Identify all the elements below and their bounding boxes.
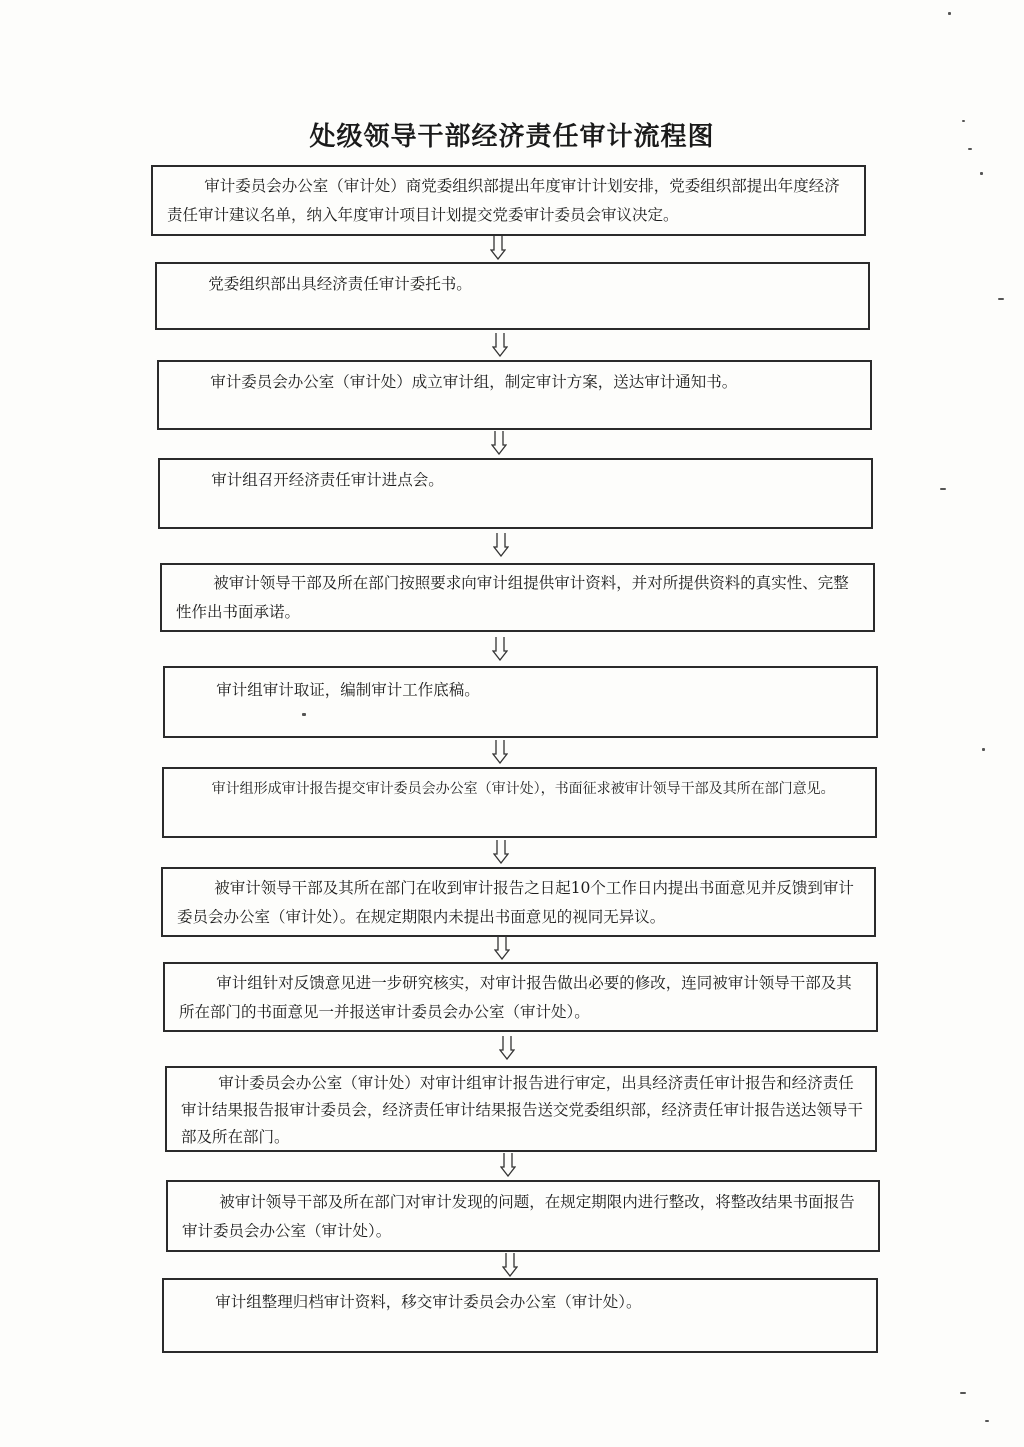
scan-speck bbox=[962, 120, 965, 122]
flow-step-text: 审计委员会办公室（审计处）成立审计组，制定审计方案，送达审计通知书。 bbox=[210, 373, 738, 391]
flow-step-3 bbox=[157, 360, 872, 430]
down-arrow-icon bbox=[500, 1153, 516, 1177]
flow-step-7 bbox=[162, 767, 877, 838]
scan-speck bbox=[302, 713, 306, 716]
flow-step-text: 审计委员会办公室（审计处）对审计组审计报告进行审定，出具经济责任审计报告和经济责任审计结果报告报审计委员会，经济责任审计结果报告送交党委组织部，经济责任审计报告送达领导干部及所在部门。 bbox=[181, 1074, 864, 1146]
flow-step-text: 被审计领导干部及所在部门对审计发现的问题，在规定期限内进行整改，将整改结果书面报告审计委员会办公室（审计处）。 bbox=[182, 1193, 855, 1240]
down-arrow-icon bbox=[493, 533, 509, 557]
flow-step-text: 审计组审计取证，编制审计工作底稿。 bbox=[216, 681, 480, 699]
down-arrow-icon bbox=[492, 740, 508, 764]
flow-step-5 bbox=[160, 563, 875, 632]
flow-step-4 bbox=[158, 458, 873, 529]
flow-step-11 bbox=[166, 1180, 880, 1252]
flow-step-text: 审计组形成审计报告提交审计委员会办公室（审计处），书面征求被审计领导干部及其所在部门意见。 bbox=[211, 781, 835, 797]
down-arrow-icon bbox=[492, 333, 508, 357]
scan-speck bbox=[985, 1420, 989, 1422]
scan-speck bbox=[960, 1392, 966, 1394]
down-arrow-icon bbox=[499, 1036, 515, 1060]
flow-step-text: 被审计领导干部及所在部门按照要求向审计组提供审计资料，并对所提供资料的真实性、完整性作出书面承诺。 bbox=[176, 574, 849, 621]
scan-speck bbox=[968, 148, 972, 150]
scan-speck bbox=[948, 12, 951, 15]
flow-step-6 bbox=[163, 666, 878, 738]
down-arrow-icon bbox=[502, 1253, 518, 1277]
flow-step-text: 党委组织部出具经济责任审计委托书。 bbox=[208, 275, 472, 293]
flow-step-10 bbox=[165, 1066, 877, 1152]
down-arrow-icon bbox=[494, 936, 510, 960]
flow-step-text: 审计组整理归档审计资料，移交审计委员会办公室（审计处）。 bbox=[215, 1293, 642, 1311]
down-arrow-icon bbox=[492, 637, 508, 661]
flow-step-8 bbox=[161, 867, 876, 937]
flow-step-text: 被审计领导干部及其所在部门在收到审计报告之日起10个工作日内提出书面意见并反馈到审计委员会办公室（审计处）。在规定期限内未提出书面意见的视同无异议。 bbox=[177, 879, 854, 926]
flow-step-2 bbox=[155, 262, 870, 330]
down-arrow-icon bbox=[493, 840, 509, 864]
scan-speck bbox=[982, 748, 985, 751]
scan-speck bbox=[998, 298, 1004, 300]
scan-speck bbox=[940, 488, 946, 490]
down-arrow-icon bbox=[491, 431, 507, 455]
page-title: 处级领导干部经济责任审计流程图 bbox=[309, 122, 715, 152]
scan-speck bbox=[980, 172, 983, 175]
flow-step-1 bbox=[151, 165, 866, 236]
flow-step-text: 审计组召开经济责任审计进点会。 bbox=[211, 471, 444, 489]
down-arrow-icon bbox=[490, 236, 506, 260]
flow-step-text: 审计组针对反馈意见进一步研究核实，对审计报告做出必要的修改，连同被审计领导干部及其所在部门的书面意见一并报送审计委员会办公室（审计处）。 bbox=[179, 974, 852, 1021]
flow-step-12 bbox=[162, 1278, 878, 1353]
flow-step-text: 审计委员会办公室（审计处）商党委组织部提出年度审计计划安排，党委组织部提出年度经济责任审计建议名单，纳入年度审计项目计划提交党委审计委员会审议决定。 bbox=[167, 177, 840, 224]
flow-step-9 bbox=[163, 962, 878, 1032]
